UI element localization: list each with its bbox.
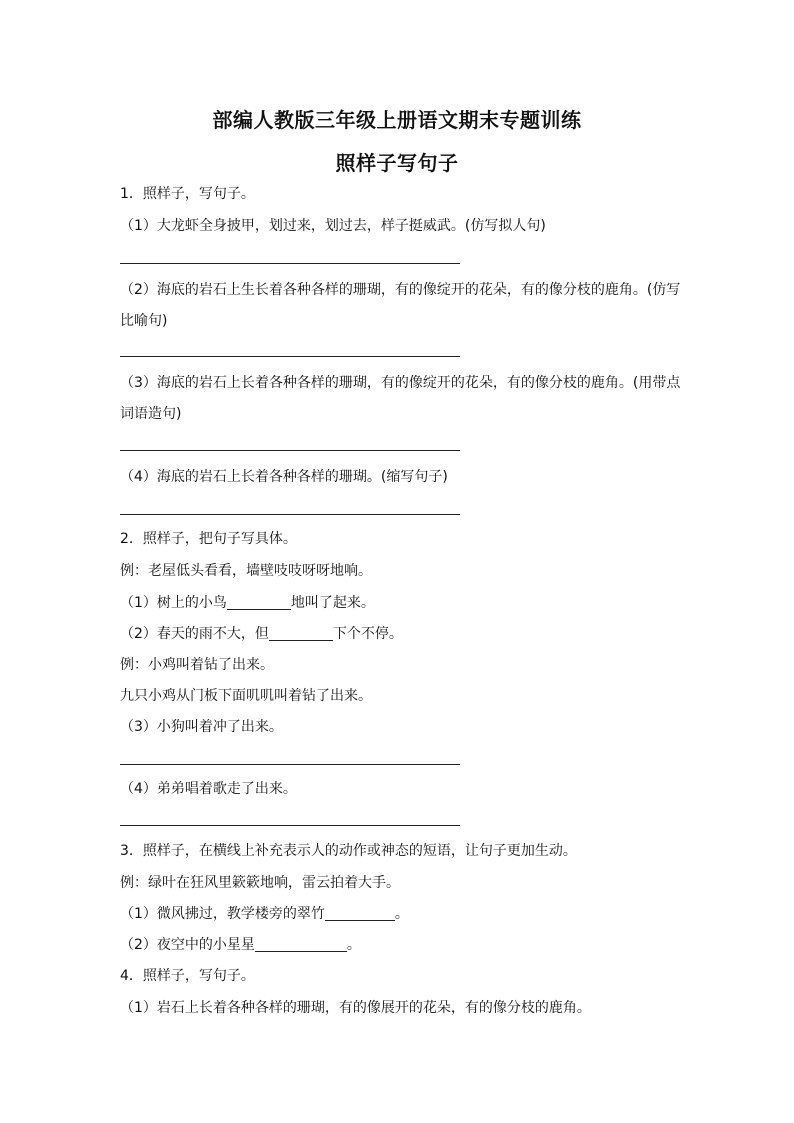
document-title: 部编人教版三年级上册语文期末专题训练	[212, 108, 582, 132]
q3-stem: 3．照样子，在横线上补充表示人的动作或神态的短语，让句子更加生动。	[120, 843, 577, 859]
q2-item-4: （4）弟弟唱着歌走了出来。	[120, 781, 297, 797]
q3-item-2-text: （2）夜空中的小星星	[120, 937, 255, 953]
q1-item-2: （2）海底的岩石上生长着各种各样的珊瑚，有的像绽开的花朵，有的像分枝的鹿角。(仿写	[120, 282, 681, 298]
q1-item-3: （3）海底的岩石上长着各种各样的珊瑚，有的像绽开的花朵，有的像分枝的鹿角。(用带点	[120, 375, 681, 391]
answer-line[interactable]	[120, 825, 460, 826]
q2-item-1	[120, 594, 375, 612]
fill-blank[interactable]	[255, 936, 347, 952]
q1-item-1: （1）大龙虾全身披甲，划过来，划过去，样子挺威武。(仿写拟人句)	[120, 218, 546, 234]
q3-item-1-text: （1）微风拂过，教学楼旁的翠竹	[120, 906, 325, 922]
q3-item-1-text-end: 。	[394, 906, 409, 922]
fill-blank[interactable]	[269, 625, 333, 641]
answer-line[interactable]	[120, 356, 460, 357]
q4-stem: 4．照样子，写句子。	[120, 968, 255, 984]
q1-stem: 1．照样子，写句子。	[120, 186, 255, 202]
q3-item-2	[120, 936, 361, 954]
q3-item-2-text-end: 。	[346, 937, 361, 953]
q2-stem: 2．照样子，把句子写具体。	[120, 531, 297, 547]
document-subtitle: 照样子写句子	[335, 151, 459, 175]
q2-example-1: 例：老屋低头看看，墙壁吱吱呀呀地响。	[120, 563, 372, 579]
q2-item-2-text-end: 下个不停。	[332, 626, 403, 642]
q3-item-1	[120, 905, 409, 923]
q2-item-2-text: （2）春天的雨不大，但	[120, 626, 269, 642]
q2-item-1-text-end: 地叫了起来。	[290, 595, 375, 611]
answer-line[interactable]	[120, 514, 460, 515]
q2-example-2: 例：小鸡叫着钻了出来。	[120, 657, 274, 673]
answer-line[interactable]	[120, 764, 460, 765]
q3-example: 例：绿叶在狂风里簌簌地响，雷云拍着大手。	[120, 875, 400, 891]
answer-line[interactable]	[120, 263, 460, 264]
q1-item-2-cont: 比喻句)	[120, 313, 168, 329]
q2-item-3: （3）小狗叫着冲了出来。	[120, 719, 283, 735]
q2-item-1-text: （1）树上的小鸟	[120, 595, 227, 611]
q1-item-3-cont: 词语造句)	[120, 406, 182, 422]
answer-line[interactable]	[120, 450, 460, 451]
fill-blank[interactable]	[325, 905, 395, 921]
q2-item-2	[120, 625, 403, 643]
q4-item-1: （1）岩石上长着各种各样的珊瑚，有的像展开的花朵，有的像分枝的鹿角。	[120, 1000, 591, 1016]
fill-blank[interactable]	[227, 594, 291, 610]
q1-item-4: （4）海底的岩石上长着各种各样的珊瑚。(缩写句子)	[120, 469, 448, 485]
q2-example-2-answer: 九只小鸡从门板下面叽叽叫着钻了出来。	[120, 688, 372, 704]
